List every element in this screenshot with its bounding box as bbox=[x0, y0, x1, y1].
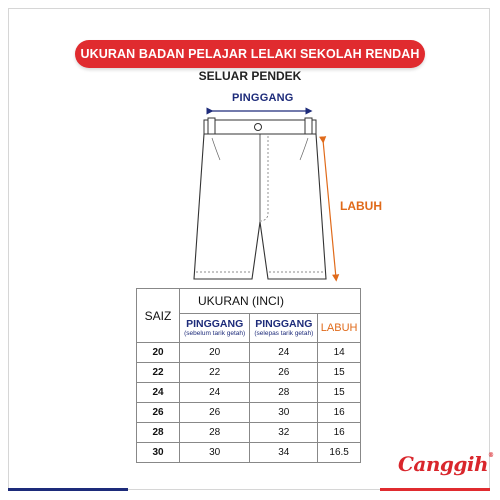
length-cell: 15 bbox=[318, 383, 361, 403]
brand-logo: Canggih® bbox=[398, 452, 494, 476]
waist-after-cell: 26 bbox=[250, 363, 318, 383]
length-cell: 16 bbox=[318, 423, 361, 443]
waist-after-cell: 30 bbox=[250, 403, 318, 423]
saiz-cell: 26 bbox=[137, 403, 180, 423]
table-row bbox=[137, 343, 361, 363]
waist-label: PINGGANG bbox=[232, 92, 294, 104]
saiz-header: SAIZ bbox=[137, 289, 180, 343]
saiz-cell: 28 bbox=[137, 423, 180, 443]
ukuran-header: UKURAN (INCI) bbox=[180, 289, 361, 314]
length-label: LABUH bbox=[340, 199, 382, 213]
length-cell: 14 bbox=[318, 343, 361, 363]
waist-before-cell: 30 bbox=[180, 443, 250, 463]
waist-after-cell: 34 bbox=[250, 443, 318, 463]
saiz-cell: 20 bbox=[137, 343, 180, 363]
waist-after-cell: 28 bbox=[250, 383, 318, 403]
belt-loop-right bbox=[305, 118, 312, 136]
waist-before-cell: 20 bbox=[180, 343, 250, 363]
length-cell: 15 bbox=[318, 363, 361, 383]
col-waist-after-note: (selepas tarik getah) bbox=[254, 330, 314, 337]
waist-after-cell: 32 bbox=[250, 423, 318, 443]
waist-after-cell: 24 bbox=[250, 343, 318, 363]
table-row bbox=[137, 383, 361, 403]
table-row bbox=[137, 363, 361, 383]
col-waist-before-header bbox=[180, 314, 250, 343]
waist-button bbox=[255, 124, 262, 131]
col-waist-before-title: PINGGANG bbox=[186, 318, 244, 330]
col-waist-before-note: (sebelum tarik getah) bbox=[184, 330, 246, 337]
table-row bbox=[137, 443, 361, 463]
col-waist-after-title: PINGGANG bbox=[255, 318, 313, 330]
saiz-cell: 22 bbox=[137, 363, 180, 383]
size-table bbox=[136, 288, 361, 463]
waist-before-cell: 22 bbox=[180, 363, 250, 383]
page-subtitle: SELUAR PENDEK bbox=[198, 69, 302, 83]
belt-loop-left bbox=[208, 118, 215, 136]
waist-before-cell: 24 bbox=[180, 383, 250, 403]
waist-before-cell: 26 bbox=[180, 403, 250, 423]
length-cell: 16 bbox=[318, 403, 361, 423]
waist-before-cell: 28 bbox=[180, 423, 250, 443]
saiz-cell: 30 bbox=[137, 443, 180, 463]
saiz-cell: 24 bbox=[137, 383, 180, 403]
col-length-header: LABUH bbox=[318, 314, 361, 343]
page-title: UKURAN BADAN PELAJAR LELAKI SEKOLAH RENDAH bbox=[75, 40, 425, 68]
length-cell: 16.5 bbox=[318, 443, 361, 463]
table-row bbox=[137, 403, 361, 423]
table-row bbox=[137, 423, 361, 443]
col-waist-after-header bbox=[250, 314, 318, 343]
